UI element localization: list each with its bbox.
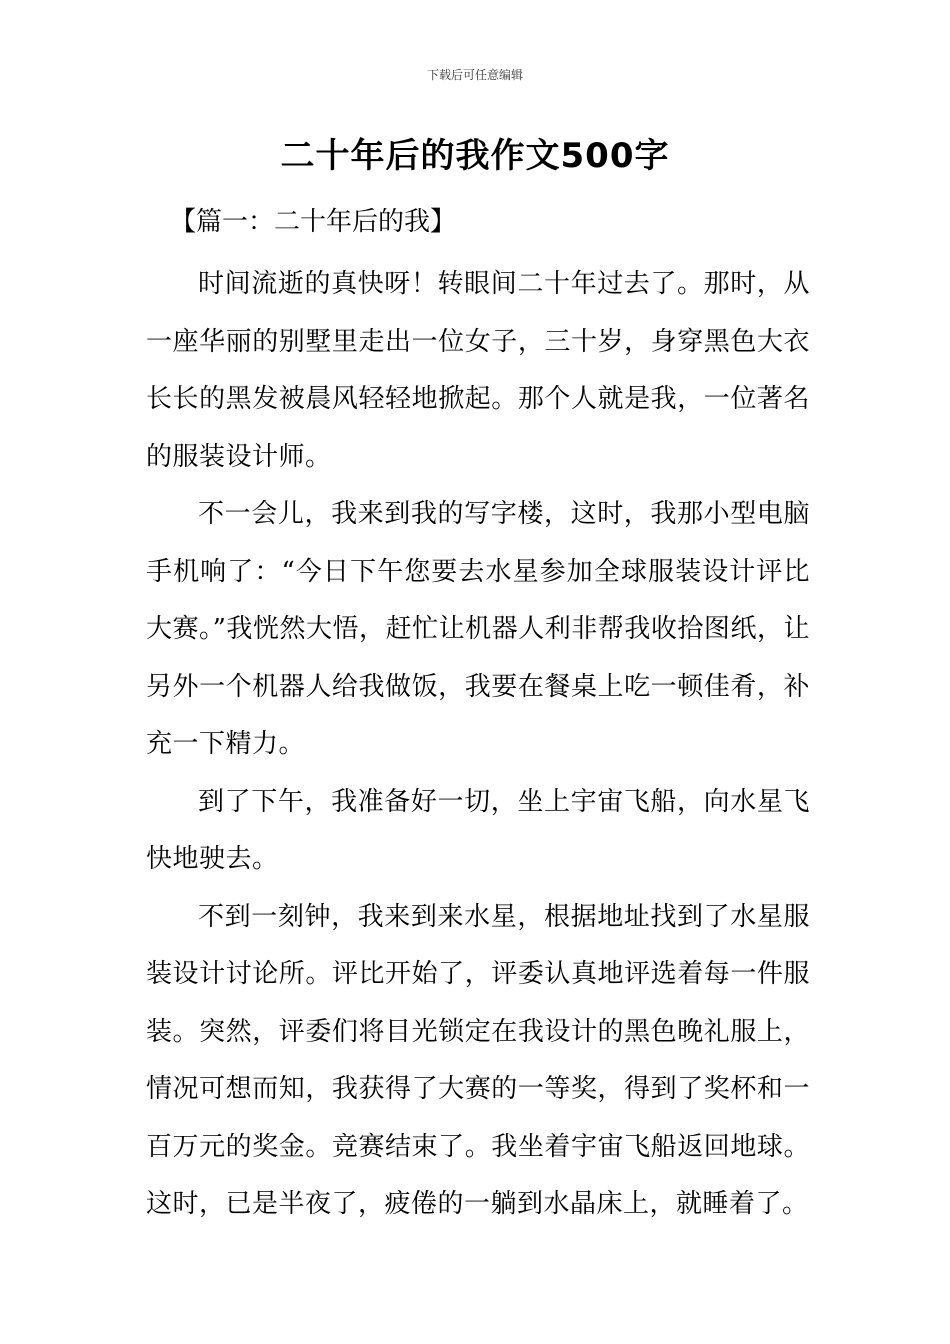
- paragraph: 时间流逝的真快呀！转眼间二十年过去了。那时，从一座华丽的别墅里走出一位女子，三十岁，身穿黑色大衣长长的黑发被晨风轻轻地掀起。那个人就是我，一位著名的服装设计师。: [146, 269, 810, 472]
- page-title: 二十年后的我作文500字: [280, 136, 670, 176]
- header-note: 下载后可任意编辑: [426, 68, 523, 82]
- article-body: [146, 256, 810, 1234]
- paragraph: 不到一刻钟，我来到来水星，根据地址找到了水星服装设计讨论所。评比开始了，评委认真地评选着每一件服装。突然，评委们将目光锁定在我设计的黑色晚礼服上，情况可想而知，我获得了大赛的一等奖，得到了奖杯和一百万元的奖金。竞赛结束了。我坐着宇宙飞船返回地球。这时，已是半夜了，疲倦的一躺到水晶床上，就睡着了。: [146, 901, 810, 1219]
- paragraph: 不一会儿，我来到我的写字楼，这时，我那小型电脑手机响了：“今日下午您要去水星参加全球服装设计评比大赛。”我恍然大悟，赶忙让机器人利非帮我收拾图纸，让另外一个机器人给我做饭，我要在餐桌上吃一顿佳肴，补充一下精力。: [146, 499, 810, 759]
- paragraph: 到了下午，我准备好一切，坐上宇宙飞船，向水星飞快地驶去。: [146, 786, 810, 874]
- section-heading: 【篇一：二十年后的我】: [170, 207, 457, 237]
